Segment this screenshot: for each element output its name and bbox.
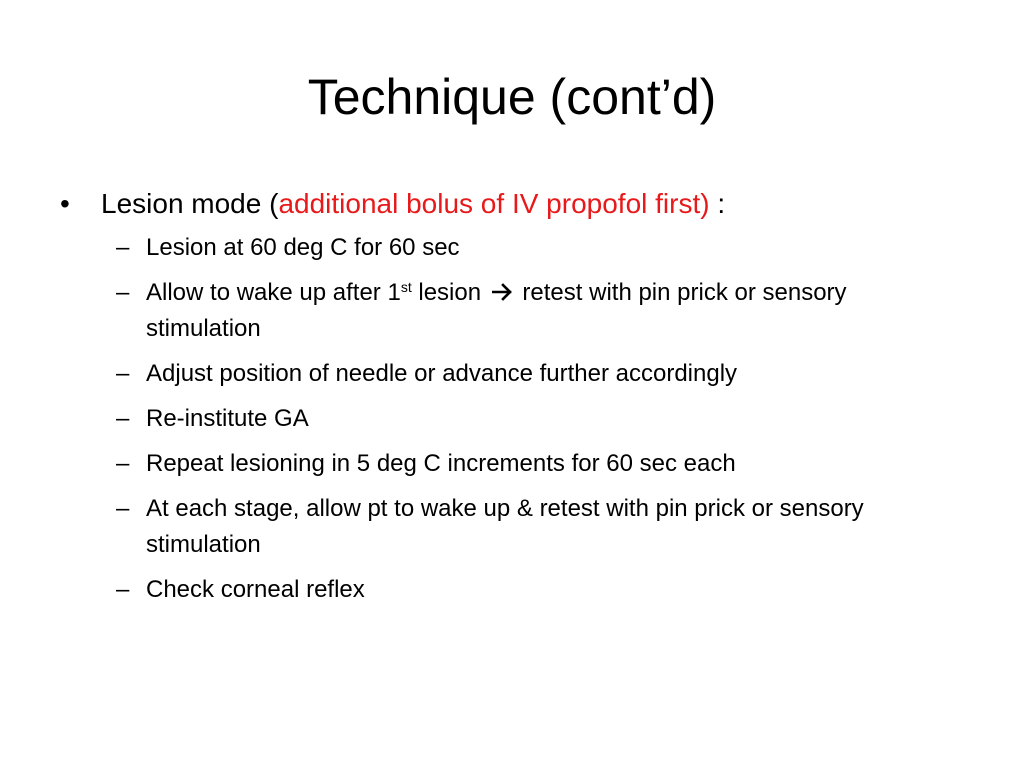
ordinal-superscript: st [400, 279, 412, 295]
dash-marker: – [116, 405, 130, 432]
sub-bullet-item [58, 446, 961, 482]
bullet-prefix: Lesion mode ( [101, 188, 279, 219]
dash-marker: – [116, 234, 130, 261]
bullet-marker: • [60, 188, 70, 219]
sub-bullet-text: Lesion at 60 deg C for 60 sec [146, 234, 460, 261]
sub-bullet-item [58, 230, 961, 266]
bullet-highlight: additional bolus of IV propofol first) [278, 188, 710, 219]
dash-marker: – [116, 360, 130, 387]
bullet-lesion-mode [58, 180, 978, 228]
dash-marker: – [116, 279, 130, 306]
sub-bullet-list [58, 230, 978, 608]
sub-bullet-item [58, 401, 961, 437]
sub-bullet-text: Repeat lesioning in 5 deg C increments for 60 sec each [146, 450, 736, 477]
sub-bullet-text-before: Allow to wake up after 1 [146, 279, 401, 306]
sub-bullet-item [58, 356, 961, 392]
slide-body [58, 180, 978, 617]
sub-bullet-text-after: retest with pin prick or sensory stimulation [146, 279, 847, 342]
sub-bullet-text: Adjust position of needle or advance further accordingly [146, 360, 738, 387]
slide-title: Technique (cont’d) [307, 69, 717, 125]
sub-bullet-item [58, 491, 961, 563]
dash-marker: – [116, 450, 130, 477]
sub-bullet-item [58, 275, 961, 347]
sub-bullet-text-middle: lesion [411, 279, 488, 306]
dash-marker: – [116, 576, 130, 603]
dash-marker: – [116, 495, 130, 522]
sub-bullet-text: At each stage, allow pt to wake up & retest with pin prick or sensory stimulation [146, 495, 864, 558]
sub-bullet-text: Check corneal reflex [146, 576, 365, 603]
right-arrow-icon [492, 277, 514, 297]
sub-bullet-text: Re-institute GA [146, 405, 309, 432]
bullet-suffix: : [709, 188, 726, 219]
sub-bullet-item [58, 572, 961, 608]
